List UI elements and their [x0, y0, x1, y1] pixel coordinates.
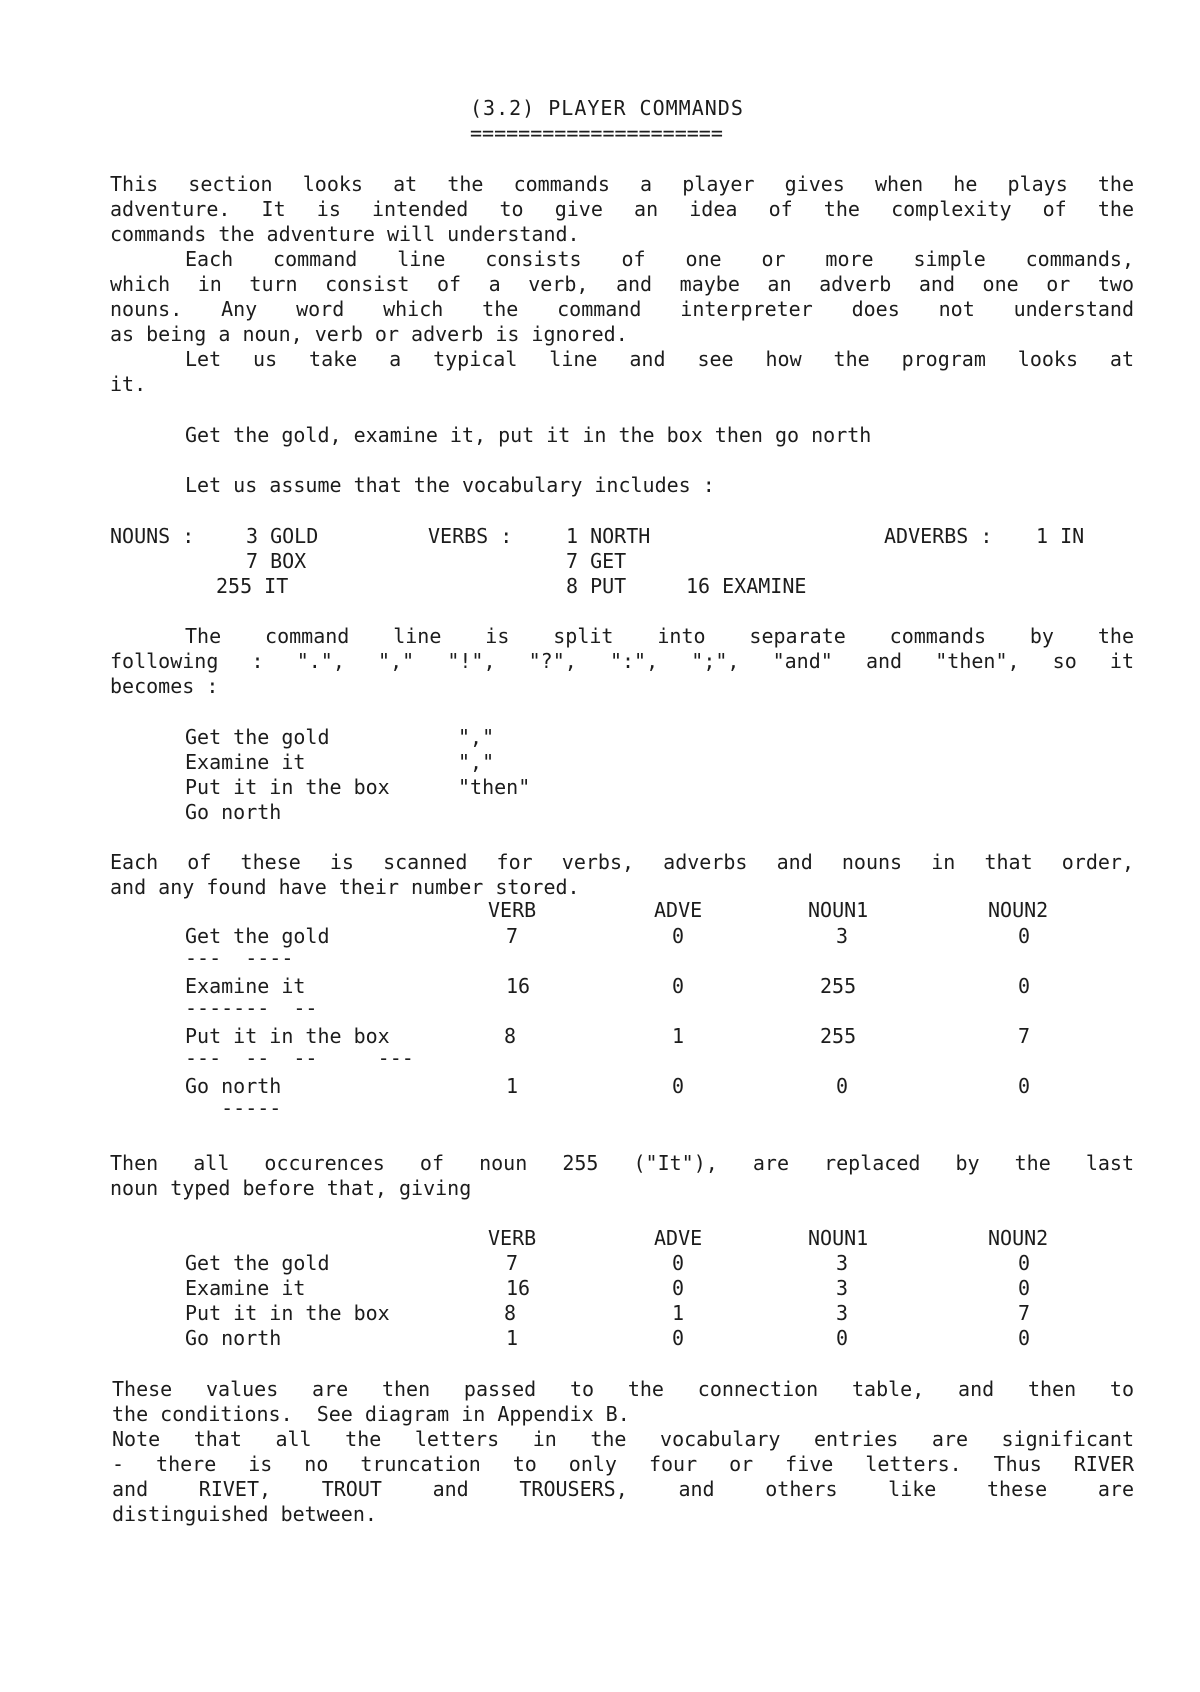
- split-command: Get the gold: [185, 725, 330, 749]
- verb-entry-get: 7 GET: [566, 549, 627, 573]
- table-row-adve: 0: [672, 1251, 685, 1275]
- example-command-line: Get the gold, examine it, put it in the box then go north: [185, 423, 872, 447]
- split-command: Go north: [185, 800, 282, 824]
- table-row-command: Examine it: [185, 1276, 306, 1300]
- table-row-noun2: 0: [1018, 1251, 1031, 1275]
- split-command: Examine it: [185, 750, 306, 774]
- table-row-noun1: 255: [820, 1024, 857, 1048]
- intro-line-2: adventure. It is intended to give an idea of the complexity of the: [110, 197, 1134, 221]
- table-row-underline: ------- --: [185, 996, 318, 1020]
- table-row-noun2: 7: [1018, 1024, 1031, 1048]
- table-1-header-noun1: NOUN1: [808, 898, 869, 922]
- nouns-label: NOUNS :: [110, 524, 195, 548]
- adverbs-label: ADVERBS :: [884, 524, 993, 548]
- replace-line-2: noun typed before that, giving: [110, 1176, 472, 1200]
- closing-line-6: distinguished between.: [112, 1502, 377, 1526]
- table-row-command: Put it in the box: [185, 1301, 390, 1325]
- scan-line-1: Each of these is scanned for verbs, adverbs and nouns in that order,: [110, 850, 1134, 874]
- split-line-1: The command line is split into separate commands by the: [185, 624, 1134, 648]
- table-row-verb: 8: [504, 1024, 517, 1048]
- table-row-adve: 0: [672, 1276, 685, 1300]
- table-row-underline: --- ----: [185, 946, 294, 970]
- table-2-header-adve: ADVE: [654, 1226, 703, 1250]
- para2-line-2: which in turn consist of a verb, and maybe an adverb and one or two: [110, 272, 1134, 296]
- table-row-verb: 8: [504, 1301, 517, 1325]
- table-row-verb: 16: [506, 1276, 531, 1300]
- split-line-2: following : ".", "," "!", "?", ":", ";", "and" and "then", so it: [110, 649, 1134, 673]
- split-separator: ",": [458, 725, 495, 749]
- para2-line-1: Each command line consists of one or more simple commands,: [185, 247, 1134, 271]
- split-command: Put it in the box: [185, 775, 390, 799]
- assume-line: Let us assume that the vocabulary includes :: [185, 473, 715, 497]
- table-2-header-noun1: NOUN1: [808, 1226, 869, 1250]
- table-row-verb: 1: [506, 1326, 519, 1350]
- section-title: (3.2) PLAYER COMMANDS: [470, 96, 744, 120]
- closing-line-4: - there is no truncation to only four or five letters. Thus RIVER: [112, 1452, 1134, 1476]
- table-row-adve: 1: [672, 1024, 685, 1048]
- verb-entry-north: 1 NORTH: [566, 524, 651, 548]
- split-separator: "then": [458, 775, 531, 799]
- title-underline: =====================: [470, 121, 723, 145]
- para3-line-2: it.: [110, 372, 147, 396]
- table-row-noun2: 0: [1018, 1074, 1031, 1098]
- table-row-noun2: 0: [1018, 924, 1031, 948]
- table-row-command: Go north: [185, 1326, 282, 1350]
- table-row-command: Go north: [185, 1074, 282, 1098]
- closing-line-3: Note that all the letters in the vocabulary entries are significant: [112, 1427, 1134, 1451]
- intro-line-1: This section looks at the commands a player gives when he plays the: [110, 172, 1134, 196]
- closing-line-2: the conditions. See diagram in Appendix B.: [112, 1402, 630, 1426]
- table-row-noun2: 0: [1018, 1276, 1031, 1300]
- table-row-noun1: 3: [836, 1276, 849, 1300]
- table-row-noun1: 3: [836, 924, 849, 948]
- table-row-noun1: 0: [836, 1326, 849, 1350]
- table-row-adve: 0: [672, 974, 685, 998]
- table-2-header-noun2: NOUN2: [988, 1226, 1049, 1250]
- verb-entry-put: 8 PUT: [566, 574, 627, 598]
- table-row-verb: 7: [506, 924, 519, 948]
- adverb-entry-in: 1 IN: [1036, 524, 1085, 548]
- verb-entry-examine: 16 EXAMINE: [686, 574, 807, 598]
- noun-entry-box: 7 BOX: [246, 549, 307, 573]
- scan-line-2: and any found have their number stored.: [110, 875, 580, 899]
- split-separator: ",": [458, 750, 495, 774]
- table-row-verb: 7: [506, 1251, 519, 1275]
- table-row-adve: 0: [672, 1326, 685, 1350]
- table-row-adve: 1: [672, 1301, 685, 1325]
- closing-line-1: These values are then passed to the connection table, and then to: [112, 1377, 1134, 1401]
- table-1-header-adve: ADVE: [654, 898, 703, 922]
- intro-line-3: commands the adventure will understand.: [110, 222, 580, 246]
- table-2-header-verb: VERB: [488, 1226, 537, 1250]
- table-row-verb: 1: [506, 1074, 519, 1098]
- table-row-verb: 16: [506, 974, 531, 998]
- table-1-header-noun2: NOUN2: [988, 898, 1049, 922]
- table-row-noun2: 0: [1018, 1326, 1031, 1350]
- table-row-adve: 0: [672, 1074, 685, 1098]
- para2-line-3: nouns. Any word which the command interpreter does not understand: [110, 297, 1134, 321]
- table-row-command: Get the gold: [185, 924, 330, 948]
- para3-line-1: Let us take a typical line and see how the program looks at: [185, 347, 1134, 371]
- replace-line-1: Then all occurences of noun 255 ("It"), are replaced by the last: [110, 1151, 1134, 1175]
- closing-line-5: and RIVET, TROUT and TROUSERS, and others like these are: [112, 1477, 1134, 1501]
- table-row-noun1: 255: [820, 974, 857, 998]
- table-row-adve: 0: [672, 924, 685, 948]
- table-row-noun1: 3: [836, 1251, 849, 1275]
- table-1-header-verb: VERB: [488, 898, 537, 922]
- table-row-noun1: 3: [836, 1301, 849, 1325]
- split-line-3: becomes :: [110, 674, 219, 698]
- table-row-underline: -----: [185, 1096, 282, 1120]
- noun-entry-gold: 3 GOLD: [246, 524, 319, 548]
- verbs-label: VERBS :: [428, 524, 513, 548]
- table-row-noun1: 0: [836, 1074, 849, 1098]
- table-row-noun2: 7: [1018, 1301, 1031, 1325]
- table-row-command: Get the gold: [185, 1251, 330, 1275]
- table-row-noun2: 0: [1018, 974, 1031, 998]
- table-row-command: Examine it: [185, 974, 306, 998]
- noun-entry-it: 255 IT: [216, 574, 289, 598]
- para2-line-4: as being a noun, verb or adverb is ignored.: [110, 322, 628, 346]
- table-row-command: Put it in the box: [185, 1024, 390, 1048]
- table-row-underline: --- -- -- ---: [185, 1046, 414, 1070]
